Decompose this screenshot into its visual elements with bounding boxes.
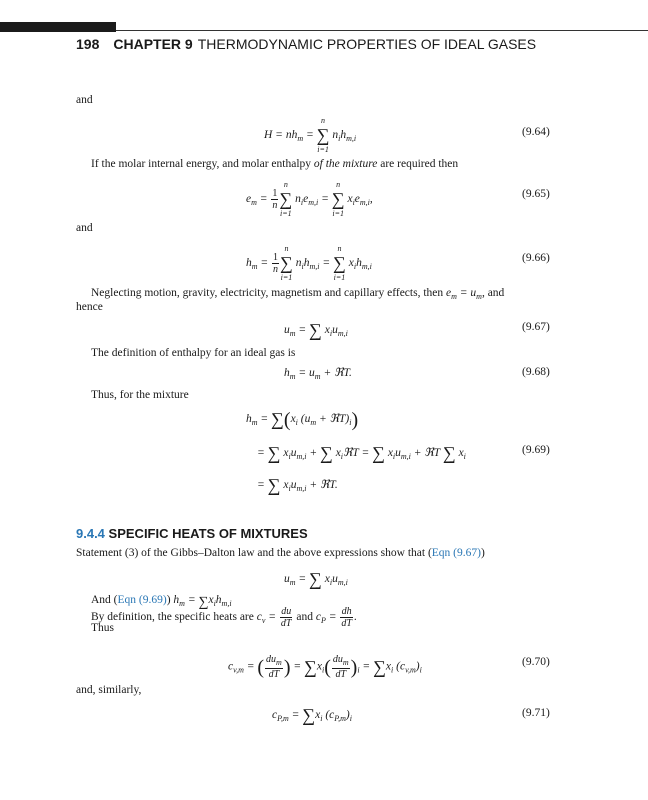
eqn-link-9-67[interactable]: Eqn (9.67) <box>431 547 481 559</box>
equation-9-65: $e_m$ = $\frac{1}{n}$ ∑ n i=1 $n_ie_{m,i}$ = ∑ n i=1 $x_ie_{m,i}$, <box>246 180 373 219</box>
text-and-1: and <box>76 94 93 106</box>
paragraph-and-eqn: And (Eqn (9.69)) $h_m = \sum x_ih_{m,i}$ <box>91 594 232 610</box>
equation-9-69-line-2: = ∑ $x_iu_{m,i}$ + ∑ $x_iℜT$ = ∑ $x_iu_{m,i}$ + ℜT ∑ $x_i$ <box>257 443 466 463</box>
equation-9-69-line-1: $h_m = \sum(x_i$ ($u_m$ + $ℜT)_i$) <box>246 409 359 431</box>
chapter-label: CHAPTER 9 <box>113 36 193 52</box>
paragraph-thus-mixture: Thus, for the mixture <box>91 389 189 401</box>
page-number: 198 <box>76 36 100 52</box>
text-and-2: and <box>76 222 93 234</box>
section-heading <box>76 526 308 541</box>
equation-number-9-64: (9.64) <box>522 126 550 138</box>
paragraph-by-definition: By definition, the specific heats are $c_v$ = $\frac{du}{dT}$ and $c_P$ = $\frac{dh}{dT}$ . <box>91 606 357 629</box>
header-bar <box>0 22 116 32</box>
text-thus: Thus <box>91 622 114 634</box>
paragraph-definition-enthalpy: The definition of enthalpy for an ideal gas is <box>91 347 296 359</box>
equation-number-9-69: (9.69) <box>522 444 550 456</box>
equation-9-71: $c_{P,m} = \sum x_i$ $(c_{P,m})_i$ <box>272 705 352 725</box>
section-number: 9.4.4 <box>76 526 105 541</box>
paragraph-statement: Statement (3) of the Gibbs–Dalton law and the above expressions show that (Eqn (9.67)) <box>76 547 485 559</box>
equation-9-69-line-3: = ∑ $x_iu_{m,i}$ + ℜT. <box>257 475 338 495</box>
paragraph-mixture-required: If the molar internal energy, and molar enthalpy of the mixture are required then <box>91 158 459 170</box>
equation-number-9-68: (9.68) <box>522 366 550 378</box>
header-rule <box>116 30 648 31</box>
equation-number-9-71: (9.71) <box>522 707 550 719</box>
section-title: SPECIFIC HEATS OF MIXTURES <box>108 526 308 541</box>
text-hence: hence <box>76 301 103 313</box>
equation-number-9-66: (9.66) <box>522 252 550 264</box>
running-header <box>76 36 536 52</box>
equation-number-9-65: (9.65) <box>522 188 550 200</box>
eqn-link-9-69[interactable]: Eqn (9.69) <box>117 594 167 606</box>
equation-number-9-67: (9.67) <box>522 321 550 333</box>
equation-number-9-70: (9.70) <box>522 656 550 668</box>
equation-9-64: $H = nh_m$ = ∑ n i=1 $n_ih_{m,i}$ <box>264 116 357 154</box>
equation-9-70: $c_{v,m}$ = ( $\frac{du_m}{dT}$ ) = $\sum x_i$( $\frac{du_m}{dT}$ )$_i = \sum x_i$ $(c_{v,m})_i$ <box>228 654 422 680</box>
equation-9-66: $h_m$ = $\frac{1}{n}$ ∑ n i=1 $n_ih_{m,i}$ = ∑ n i=1 $x_ih_{m,i}$ <box>246 244 372 283</box>
equation-um-sum: $u_m$ = ∑ $x_iu_{m,i}$ <box>284 569 348 589</box>
text-and-similarly: and, similarly, <box>76 684 142 696</box>
chapter-title: THERMODYNAMIC PROPERTIES OF IDEAL GASES <box>197 36 537 52</box>
paragraph-neglecting: Neglecting motion, gravity, electricity, magnetism and capillary effects, then $e_m = u_m$, and <box>91 287 505 301</box>
equation-9-67: $u_m$ = ∑ $x_iu_{m,i}$ <box>284 320 348 340</box>
equation-9-68: $h_m = u_m$ + ℜT. <box>284 367 352 381</box>
